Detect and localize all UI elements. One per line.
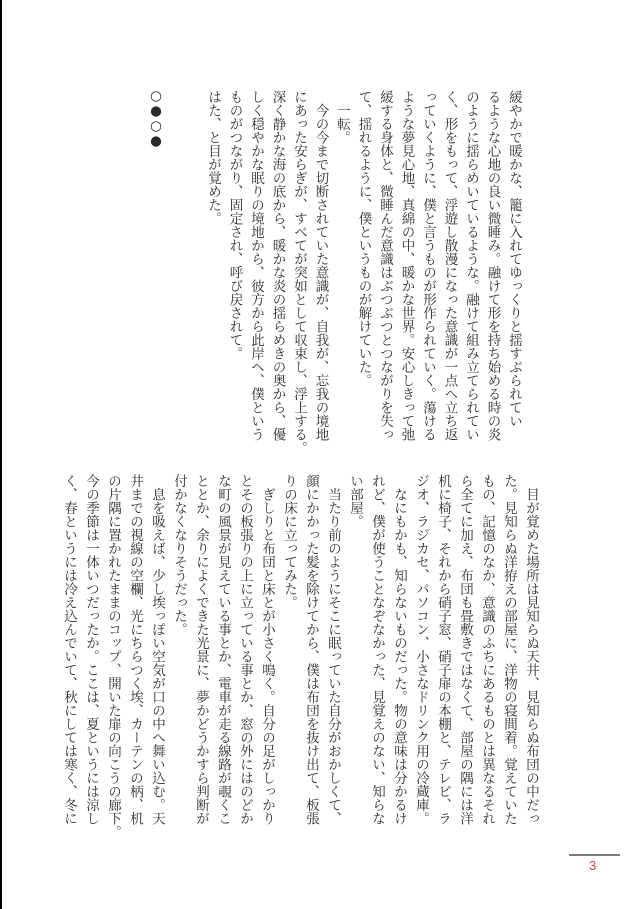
text-line: 井までの視線の空欄、光にちらつく埃、カーテンの柄、机 (127, 474, 143, 825)
text-line: の片隅に置かれたままのコップ、開いた扉の向こうの廊下。 (105, 474, 121, 839)
text-line: るような心地の良い微睡み。融けて形を持ち始める時の炎 (484, 90, 501, 441)
text-line: ととか、余りによくできた光景に、夢かどうかすら判断が (193, 474, 209, 825)
text-line: 一転。 (334, 90, 350, 144)
text-line: て、揺れるように、僕というものが解けていた。 (355, 90, 372, 387)
text-line: 深く静かな海の底から、暖かな炎の揺らめきの奥から、優 (269, 90, 286, 441)
text-line: 顔にかかった髪を除けてから、僕は布団を抜け出て、板張 (303, 474, 319, 825)
text-line: 緩する身体と、微睡んだ意識はぶつぶつとつながりを失っ (377, 90, 393, 441)
text-line: ジオ、ラジカセ、パソコン、小さなドリンク用の冷蔵庫。 (413, 474, 429, 825)
text-line: ぎしりと布団と床とが小さく鳴く。自分の足がしっかり (259, 474, 275, 825)
text-block-bottom (58, 474, 542, 839)
text-line: とその板張りの上に立っている事とか、窓の外にはのどか (237, 474, 253, 825)
text-line: っていくように、僕と言うものが形作られていく。蕩ける (420, 90, 436, 441)
text-line: のように揺らめいているような。融けて組み立てられてい (463, 90, 479, 441)
text-line: く、春というには冷え込んでいて、秋にしては寒く、冬に (61, 474, 77, 825)
text-line: ら全てに加え、布団も畳敷きではなくて、部屋の隅には洋 (457, 474, 473, 825)
text-line: 今の季節は一体いつだったか。ここは、夏というには涼し (83, 474, 99, 825)
text-line: もの、記憶のなか、意識のふちにあるものとは異なるそれ (479, 474, 495, 825)
text-line: 今の今まで切断されていた意識が、自我が、忘我の境地 (312, 90, 329, 441)
text-line: れど、僕が使うことなぞなかった、見覚えのない、知らな (369, 474, 385, 825)
text-line: なにもかも、知らないものだった。物の意味は分かるけ (391, 474, 407, 825)
text-line: りの床に立ってみた。 (281, 474, 297, 609)
text-line: 付かなくなりそうだった。 (171, 474, 187, 636)
page-left-edge (0, 0, 2, 909)
text-line: 目が覚めた場所は見知らぬ天井、見知らぬ布団の中だっ (523, 474, 539, 825)
text-line: く、形をもって、浮遊し散漫になった意識が一点へ立ち返 (441, 90, 458, 441)
text-line: 机に椅子、それから硝子窓、硝子扉の本棚と、テレビ、ラ (435, 474, 451, 825)
footer-rule (569, 854, 620, 856)
text-line: い部屋。 (347, 474, 363, 528)
text-block-top (202, 90, 525, 455)
text-line: 当たり前のようにそこに眠っていた自分がおかしくて、 (325, 474, 341, 825)
text-line: にあった安らぎが、すべてが突如として収束し、浮上する。 (291, 90, 307, 455)
text-line: しく穏やかな眠りの境地から、彼方から此岸へ、僕という (248, 90, 264, 441)
text-line: ものがつながり、固定され、呼び戻されて。 (226, 90, 243, 360)
text-line: な町の風景が見えている事とか、電車が走る線路が覗くこ (215, 474, 231, 825)
page-number: 3 (589, 858, 597, 873)
text-line: 息を吸えば、少し埃っぽい空気が口の中へ舞い込む。天 (149, 474, 165, 825)
text-line: ような夢見心地、真綿の中、暖かな世界。安心しきって弛 (398, 90, 415, 441)
text-line: はた、と目が覚めた。 (205, 90, 221, 225)
text-line: 緩やかで暖かな、籠に入れてゆっくりと揺すぶられてい (506, 90, 522, 428)
text-line: た。見知らぬ洋拵えの部屋に、洋物の寝間着。覚えていた (501, 474, 517, 825)
section-break-marker: ○●○● (148, 88, 164, 148)
